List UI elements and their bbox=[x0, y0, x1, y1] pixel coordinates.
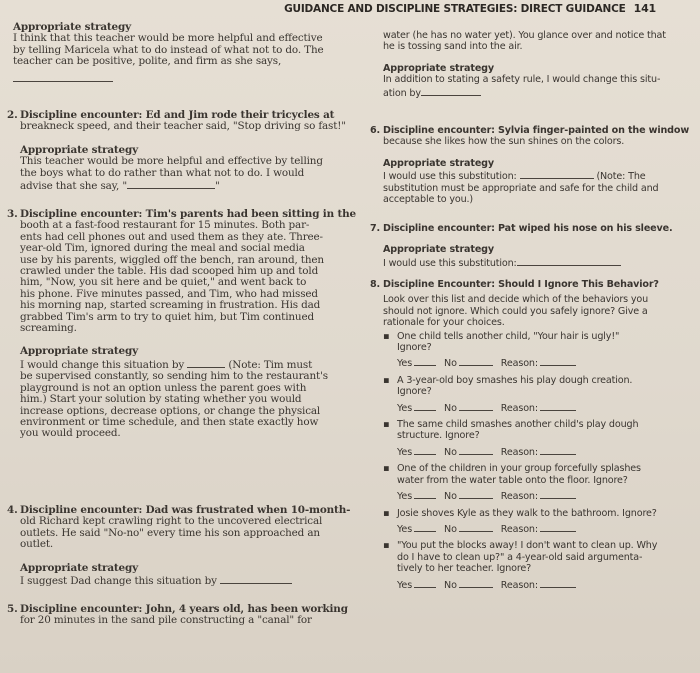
reason-blank[interactable] bbox=[540, 522, 576, 532]
item-number: 3. bbox=[7, 208, 18, 220]
answer-blank[interactable] bbox=[421, 86, 481, 96]
answer-blank[interactable] bbox=[187, 358, 225, 368]
bullet-icon: ▪ bbox=[383, 374, 390, 386]
strategy-text: playground is not an option unless the parent goes with bbox=[20, 381, 307, 394]
yes-blank[interactable] bbox=[414, 445, 436, 455]
ignore-list bbox=[383, 330, 673, 591]
bullet-icon: ▪ bbox=[383, 540, 390, 552]
quote-end: " bbox=[214, 180, 220, 193]
encounter-text: breakneck speed, and their teacher said, "Stop driving so fast!" bbox=[20, 120, 346, 133]
encounter-text: grabbed Tim's arm to try to quiet him, but Tim continued bbox=[20, 310, 314, 323]
no-label: No bbox=[444, 402, 457, 414]
item-number: 6. bbox=[370, 125, 381, 136]
yes-blank[interactable] bbox=[414, 489, 436, 499]
reason-blank[interactable] bbox=[540, 356, 576, 366]
item-5 bbox=[7, 603, 348, 627]
encounter-text: ents had cell phones out and used them as they ate. Three- bbox=[20, 230, 323, 243]
behavior-text: The same child smashes another child's play dough bbox=[397, 419, 639, 431]
encounter-text: outlets. He said "No-no" every time his son approached an bbox=[20, 526, 320, 539]
ignore-item bbox=[383, 463, 673, 503]
strategy-text: increase options, decrease options, or change the physical bbox=[20, 404, 321, 417]
encounter-text: he is tossing sand into the air. bbox=[383, 41, 523, 53]
reason-blank[interactable] bbox=[540, 578, 576, 588]
encounter-text: Discipline encounter: Pat wiped his nose on his sleeve. bbox=[383, 223, 673, 234]
encounter-text: crawled under the table. His dad scooped him up and told bbox=[20, 265, 319, 278]
item-8 bbox=[370, 279, 659, 591]
running-title: GUIDANCE AND DISCIPLINE STRATEGIES: DIRECT GUIDANCE bbox=[284, 3, 626, 15]
strategy-text: substitution must be appropriate and safe for the child and bbox=[383, 182, 659, 194]
strategy-text: environment or time schedule, and then state exactly how bbox=[20, 415, 319, 428]
behavior-text: Ignore? bbox=[397, 386, 432, 398]
answer-blank[interactable] bbox=[127, 179, 215, 189]
answer-row bbox=[397, 445, 673, 458]
behavior-text: One of the children in your group forcefully splashes bbox=[397, 463, 641, 475]
strategy-text: the boys what to do rather than what not to do. I would bbox=[20, 166, 305, 179]
bullet-icon: ▪ bbox=[383, 507, 390, 519]
encounter-text: use by his parents, wiggled off the bench, ran around, then bbox=[20, 253, 324, 266]
no-blank[interactable] bbox=[459, 522, 493, 532]
no-label: No bbox=[444, 358, 457, 370]
answer-blank[interactable] bbox=[517, 256, 621, 266]
encounter-text: water (he has no water yet). You glance over and notice that bbox=[383, 30, 666, 41]
top-strategy bbox=[13, 22, 323, 85]
bullet-icon: ▪ bbox=[383, 463, 390, 475]
reason-label: Reason: bbox=[500, 446, 538, 458]
encounter-text: Discipline encounter: Sylvia finger-painted on the window bbox=[383, 125, 690, 136]
encounter-text: Discipline encounter: Ed and Jim rode their tricycles at bbox=[20, 109, 335, 121]
reason-blank[interactable] bbox=[540, 445, 576, 455]
item-number: 5. bbox=[7, 603, 18, 615]
item-6 bbox=[370, 125, 690, 206]
encounter-text: because she likes how the sun shines on the colors. bbox=[383, 136, 625, 148]
yes-blank[interactable] bbox=[414, 356, 436, 366]
intro-text: Look over this list and decide which of the behaviors you bbox=[383, 294, 649, 306]
item-number: 2. bbox=[7, 109, 18, 121]
strategy-heading: Appropriate strategy bbox=[383, 244, 494, 256]
strategy-text: This teacher would be more helpful and effective by telling bbox=[20, 155, 323, 168]
yes-label: Yes bbox=[397, 402, 413, 414]
ignore-item bbox=[383, 374, 673, 414]
encounter-text: Discipline encounter: Tim's parents had been sitting in the bbox=[20, 208, 356, 220]
strategy-heading: Appropriate strategy bbox=[20, 561, 139, 574]
no-label: No bbox=[444, 579, 457, 591]
bullet-icon: ▪ bbox=[383, 419, 390, 431]
strategy-text: (Note: The bbox=[596, 171, 646, 183]
encounter-text: for 20 minutes in the sand pile constructing a "canal" for bbox=[20, 614, 312, 627]
encounter-text: booth at a fast-food restaurant for 15 minutes. Both par- bbox=[20, 219, 310, 232]
running-header bbox=[284, 2, 656, 15]
reason-blank[interactable] bbox=[540, 401, 576, 411]
item-2 bbox=[7, 109, 346, 193]
strategy-text: advise that she say, " bbox=[20, 180, 127, 193]
behavior-text: tively to her teacher. Ignore? bbox=[397, 563, 532, 575]
strategy-heading: Appropriate strategy bbox=[383, 62, 494, 74]
answer-blank[interactable] bbox=[220, 574, 292, 584]
strategy-text: In addition to stating a safety rule, I would change this situ- bbox=[383, 74, 661, 86]
no-blank[interactable] bbox=[459, 356, 493, 366]
item-number: 7. bbox=[370, 223, 381, 234]
page-number: 141 bbox=[633, 2, 656, 15]
strategy-text: ation by bbox=[383, 87, 421, 99]
yes-blank[interactable] bbox=[414, 578, 436, 588]
ignore-item bbox=[383, 507, 673, 536]
behavior-text: "You put the blocks away! I don't want to clean up. Why bbox=[397, 540, 658, 552]
encounter-text: his morning nap, started screaming in frustration. His dad bbox=[20, 299, 321, 312]
strategy-text: I think that this teacher would be more helpful and effective bbox=[13, 32, 323, 45]
strategy-text: I would change this situation by bbox=[20, 358, 185, 371]
no-label: No bbox=[444, 446, 457, 458]
item-3 bbox=[7, 208, 356, 440]
yes-blank[interactable] bbox=[414, 401, 436, 411]
reason-label: Reason: bbox=[500, 491, 538, 503]
reason-label: Reason: bbox=[500, 523, 538, 535]
answer-row bbox=[397, 401, 673, 414]
answer-blank[interactable] bbox=[13, 72, 113, 82]
no-blank[interactable] bbox=[459, 445, 493, 455]
item-number: 8. bbox=[370, 279, 381, 290]
strategy-text: be supervised constantly, so sending him to the restaurant's bbox=[20, 370, 328, 383]
strategy-text: you would proceed. bbox=[20, 427, 121, 440]
encounter-text: his phone. Five minutes passed, and Tim, who had missed bbox=[20, 287, 318, 300]
yes-label: Yes bbox=[397, 579, 413, 591]
intro-text: should not ignore. Which could you safely ignore? Give a bbox=[383, 305, 648, 317]
intro-text: rationale for your choices. bbox=[383, 317, 505, 329]
behavior-text: do I have to clean up?" a 4-year-old said argumenta- bbox=[397, 551, 643, 563]
answer-row bbox=[397, 522, 673, 535]
strategy-text: I would use this substitution: bbox=[383, 257, 517, 269]
strategy-heading: Appropriate strategy bbox=[20, 143, 139, 156]
no-label: No bbox=[444, 491, 457, 503]
no-blank[interactable] bbox=[459, 489, 493, 499]
reason-blank[interactable] bbox=[540, 489, 576, 499]
strategy-text: by telling Maricela what to do instead of what not to do. The bbox=[13, 43, 324, 56]
item-7 bbox=[370, 223, 673, 269]
item-number: 4. bbox=[7, 504, 18, 516]
encounter-text: outlet. bbox=[20, 538, 54, 551]
reason-label: Reason: bbox=[500, 579, 538, 591]
strategy-text: I would use this substitution: bbox=[383, 171, 517, 183]
strategy-heading: Appropriate strategy bbox=[383, 157, 494, 169]
ignore-item bbox=[383, 330, 673, 370]
strategy-text: teacher can be positive, polite, and firm as she says, bbox=[13, 55, 282, 68]
behavior-text: water from the water table onto the floor. Ignore? bbox=[397, 474, 628, 486]
reason-label: Reason: bbox=[500, 358, 538, 370]
item-4 bbox=[7, 504, 351, 588]
yes-label: Yes bbox=[397, 446, 413, 458]
strategy-text: (Note: Tim must bbox=[228, 358, 313, 371]
encounter-title: Discipline Encounter: Should I Ignore This Behavior? bbox=[383, 279, 659, 290]
yes-blank[interactable] bbox=[414, 522, 436, 532]
encounter-text: year-old Tim, ignored during the meal and social media bbox=[20, 242, 305, 255]
behavior-text: A 3-year-old boy smashes his play dough creation. bbox=[397, 374, 633, 386]
strategy-heading: Appropriate strategy bbox=[13, 21, 132, 33]
behavior-text: One child tells another child, "Your hair is ugly!" bbox=[397, 330, 620, 342]
bullet-icon: ▪ bbox=[383, 330, 390, 342]
encounter-text: screaming. bbox=[20, 322, 77, 335]
yes-label: Yes bbox=[397, 358, 413, 370]
encounter-text: Discipline encounter: John, 4 years old, has been working bbox=[20, 603, 348, 615]
behavior-text: Josie shoves Kyle as they walk to the bathroom. Ignore? bbox=[397, 507, 657, 519]
yes-label: Yes bbox=[397, 523, 413, 535]
strategy-heading: Appropriate strategy bbox=[20, 345, 139, 358]
encounter-text: him, "Now, you sit here and be quiet," and went back to bbox=[20, 276, 307, 289]
reason-label: Reason: bbox=[500, 402, 538, 414]
answer-row bbox=[397, 356, 673, 369]
ignore-item bbox=[383, 540, 673, 591]
yes-label: Yes bbox=[397, 491, 413, 503]
strategy-text: him.) Start your solution by stating whether you would bbox=[20, 393, 302, 406]
encounter-text: old Richard kept crawling right to the uncovered electrical bbox=[20, 515, 323, 528]
encounter-text: Discipline encounter: Dad was frustrated when 10-month- bbox=[20, 504, 351, 516]
no-label: No bbox=[444, 523, 457, 535]
no-blank[interactable] bbox=[459, 578, 493, 588]
answer-row bbox=[397, 489, 673, 502]
no-blank[interactable] bbox=[459, 401, 493, 411]
answer-blank[interactable] bbox=[520, 169, 594, 179]
ignore-item bbox=[383, 419, 673, 458]
behavior-text: Ignore? bbox=[397, 342, 432, 354]
item-5-continued bbox=[383, 30, 666, 99]
behavior-text: structure. Ignore? bbox=[397, 430, 480, 442]
strategy-text: acceptable to you.) bbox=[383, 194, 474, 206]
strategy-text: I suggest Dad change this situation by bbox=[20, 575, 217, 588]
answer-row bbox=[397, 578, 673, 591]
